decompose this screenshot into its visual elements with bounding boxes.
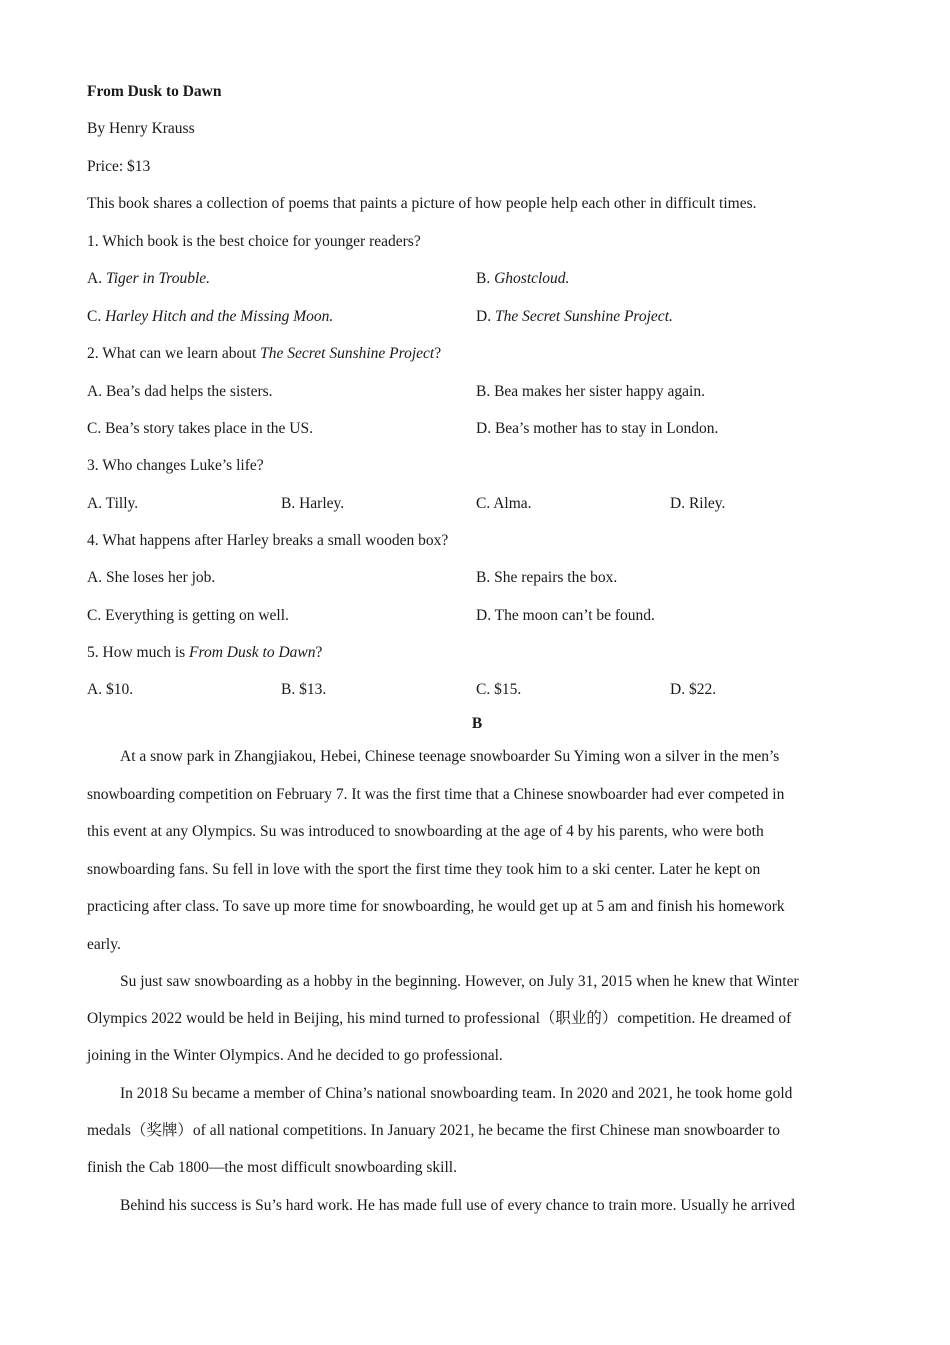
passage-line: snowboarding fans. Su fell in love with the sport the first time they took him to a ski center. Later he kept on	[87, 861, 761, 878]
question-2-option-b: B. Bea makes her sister happy again.	[476, 383, 705, 400]
book-author: By Henry Krauss	[87, 120, 195, 137]
passage-line: this event at any Olympics. Su was introduced to snowboarding at the age of 4 by his parents, who were both	[87, 823, 764, 840]
question-5-stem: 5. How much is From Dusk to Dawn?	[87, 644, 323, 661]
book-description: This book shares a collection of poems that paints a picture of how people help each other in difficult times.	[87, 195, 757, 212]
question-2-option-d: D. Bea’s mother has to stay in London.	[476, 420, 719, 437]
question-1-option-d: D. The Secret Sunshine Project.	[476, 308, 673, 325]
question-1-stem: 1. Which book is the best choice for younger readers?	[87, 233, 421, 250]
passage-line: finish the Cab 1800—the most difficult snowboarding skill.	[87, 1159, 457, 1176]
question-4-option-c: C. Everything is getting on well.	[87, 607, 289, 624]
passage-line: Olympics 2022 would be held in Beijing, his mind turned to professional（职业的）competition. He dreamed of	[87, 1010, 792, 1027]
question-5-option-d: D. $22.	[670, 681, 717, 698]
question-2-stem: 2. What can we learn about The Secret Sunshine Project?	[87, 345, 442, 362]
question-4-option-b: B. She repairs the box.	[476, 569, 618, 586]
question-3-option-d: D. Riley.	[670, 495, 726, 512]
passage-line: Behind his success is Su’s hard work. He has made full use of every chance to train more. Usually he arrived	[120, 1197, 795, 1214]
book-title: From Dusk to Dawn	[87, 83, 222, 100]
passage-line: early.	[87, 936, 121, 953]
passage-line: snowboarding competition on February 7. It was the first time that a Chinese snowboarder had ever competed in	[87, 786, 785, 803]
question-2-option-a: A. Bea’s dad helps the sisters.	[87, 383, 273, 400]
section-heading-b: B	[471, 715, 483, 732]
passage-line: joining in the Winter Olympics. And he decided to go professional.	[87, 1047, 503, 1064]
question-1-option-b: B. Ghostcloud.	[476, 270, 570, 287]
question-3-stem: 3. Who changes Luke’s life?	[87, 457, 264, 474]
book-price: Price: $13	[87, 158, 151, 175]
question-2-option-c: C. Bea’s story takes place in the US.	[87, 420, 313, 437]
question-1-option-c: C. Harley Hitch and the Missing Moon.	[87, 308, 334, 325]
question-3-option-b: B. Harley.	[281, 495, 345, 512]
passage-line: At a snow park in Zhangjiakou, Hebei, Chinese teenage snowboarder Su Yiming won a silver in the men’s	[120, 748, 780, 765]
passage-line: In 2018 Su became a member of China’s national snowboarding team. In 2020 and 2021, he took home gold	[120, 1085, 793, 1102]
passage-line: medals（奖牌）of all national competitions. In January 2021, he became the first Chinese man snowboarder to	[87, 1122, 781, 1139]
question-4-option-d: D. The moon can’t be found.	[476, 607, 655, 624]
passage-line: practicing after class. To save up more time for snowboarding, he would get up at 5 am and finish his homework	[87, 898, 785, 915]
question-4-stem: 4. What happens after Harley breaks a small wooden box?	[87, 532, 449, 549]
question-1-option-a: A. Tiger in Trouble.	[87, 270, 211, 287]
question-5-option-b: B. $13.	[281, 681, 327, 698]
passage-line: Su just saw snowboarding as a hobby in the beginning. However, on July 31, 2015 when he knew that Winter	[120, 973, 799, 990]
question-3-option-c: C. Alma.	[476, 495, 532, 512]
question-5-option-a: A. $10.	[87, 681, 134, 698]
question-5-option-c: C. $15.	[476, 681, 522, 698]
question-3-option-a: A. Tilly.	[87, 495, 139, 512]
question-4-option-a: A. She loses her job.	[87, 569, 216, 586]
